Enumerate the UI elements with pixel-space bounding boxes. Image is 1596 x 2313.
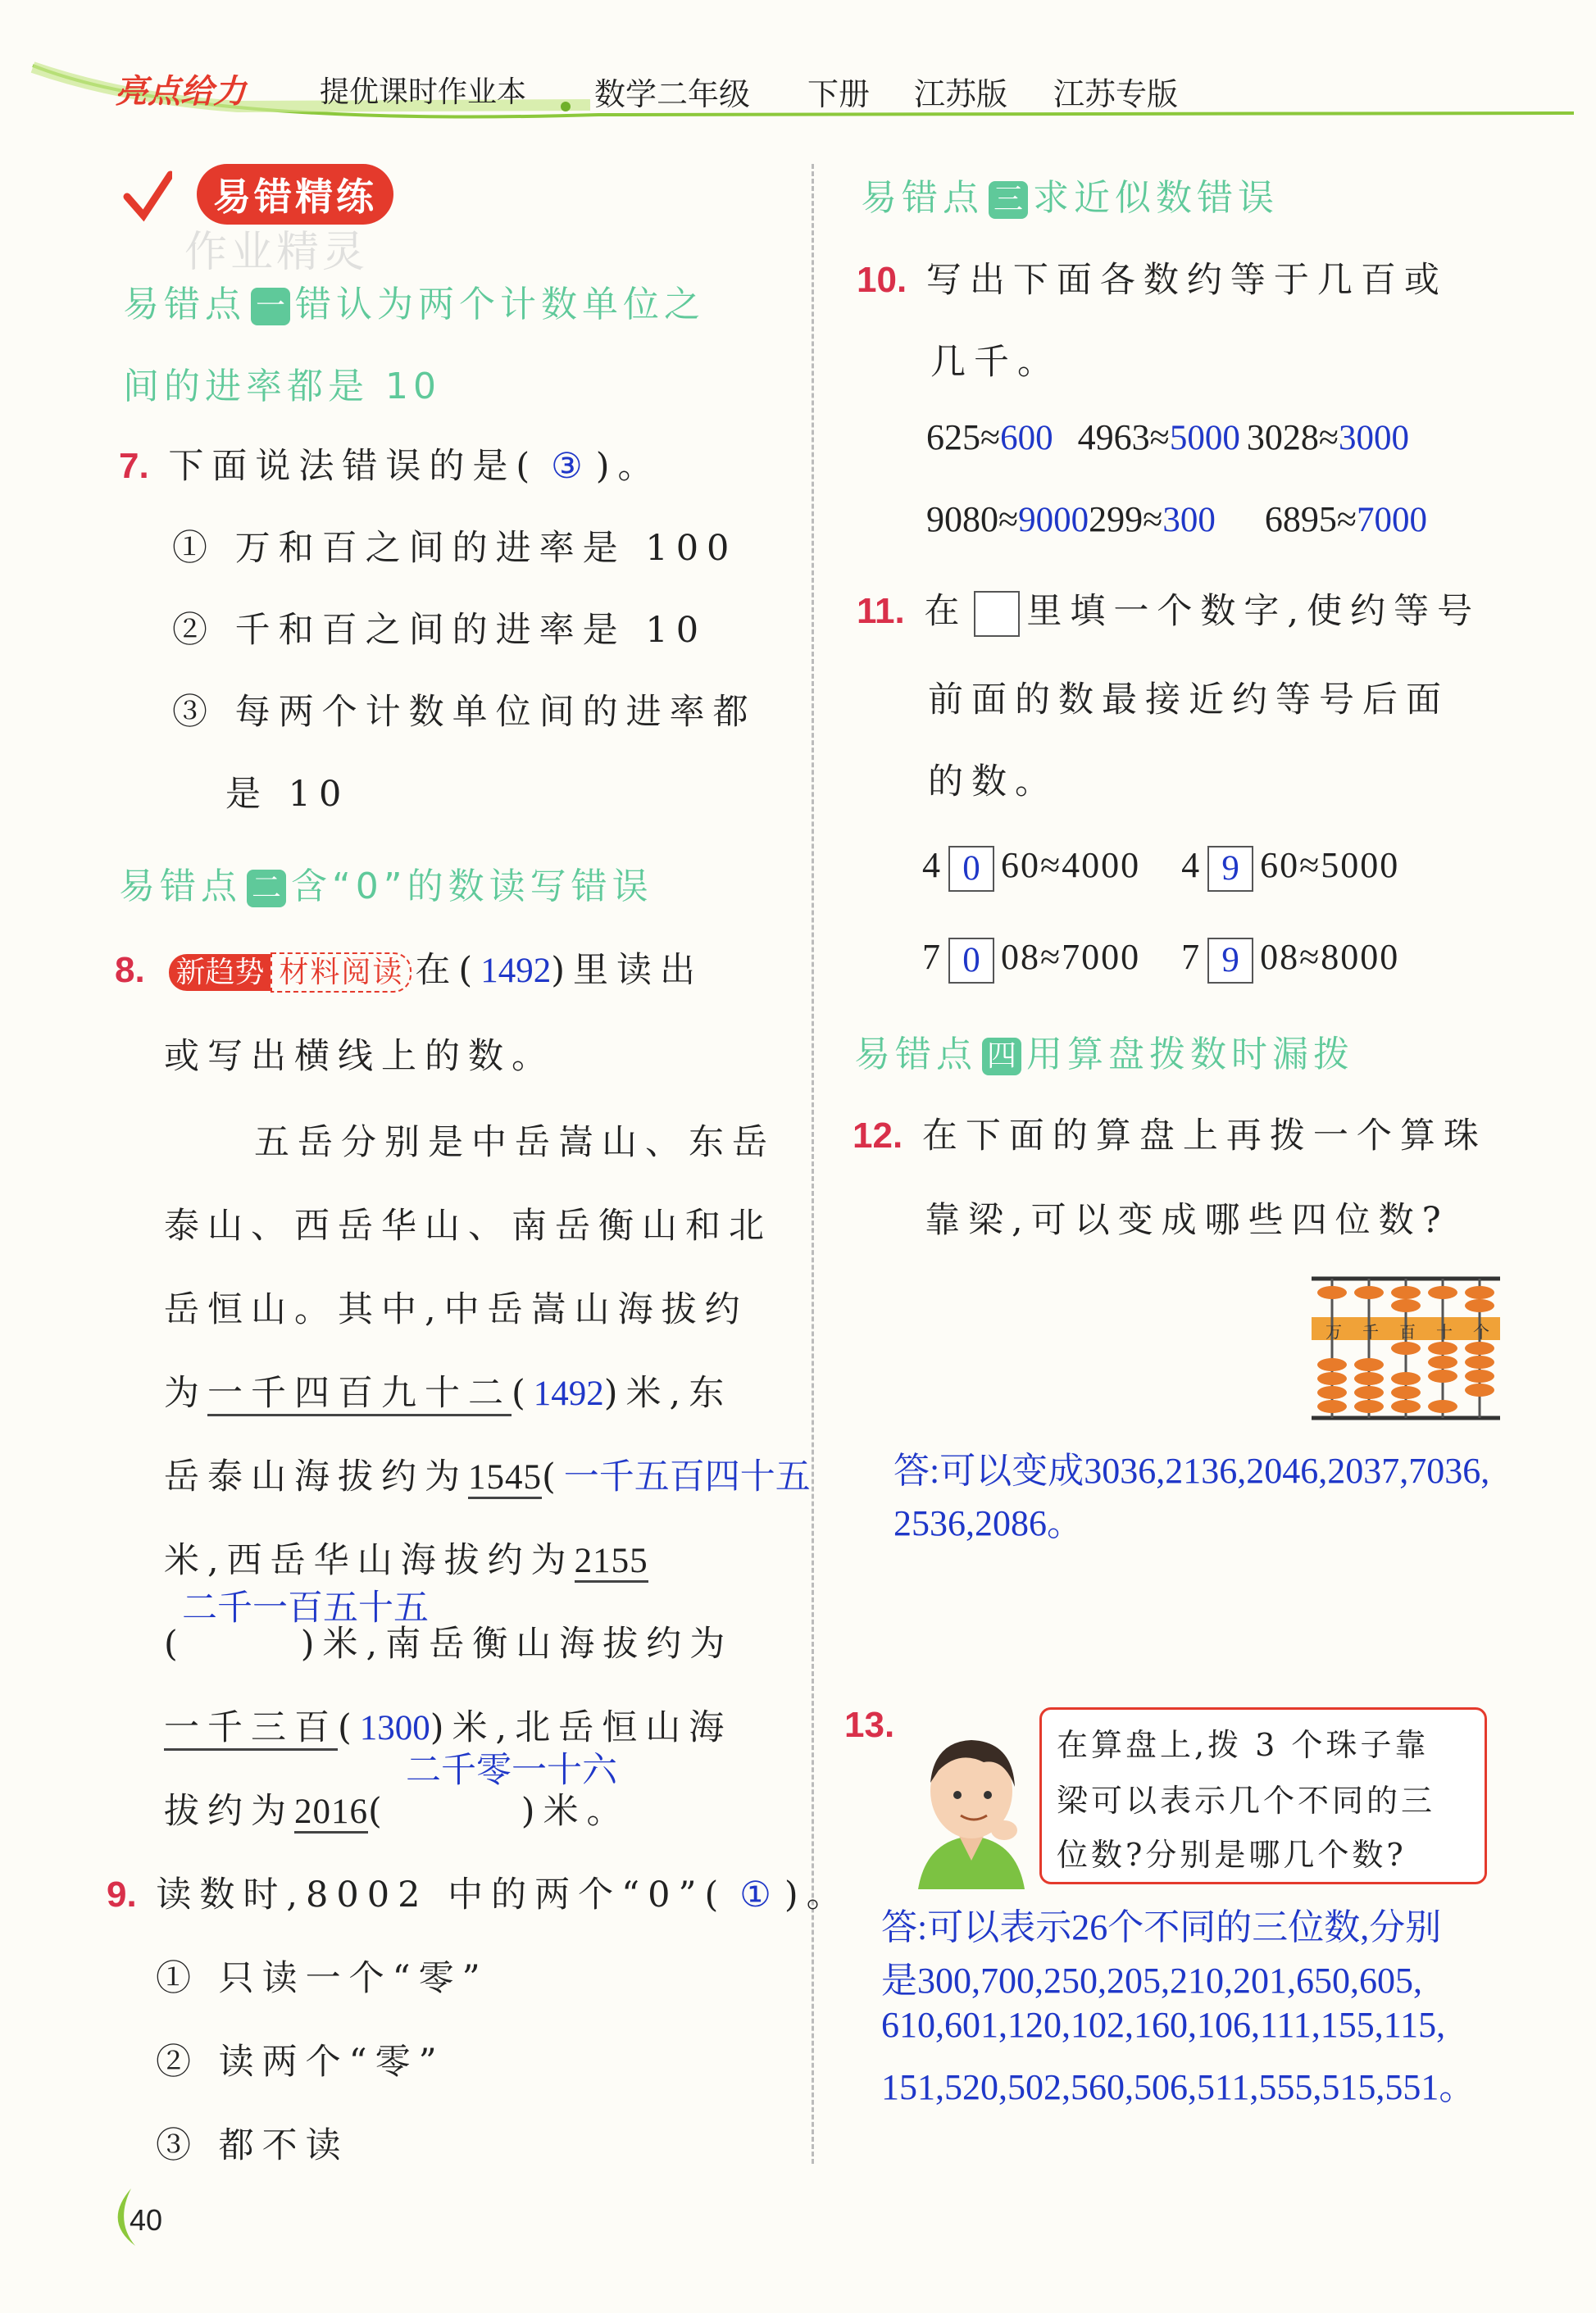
q11-box-2[interactable]: 9 bbox=[1207, 846, 1253, 892]
q11-stem: 11. 在 里填一个数字,使约等号 bbox=[857, 584, 1480, 637]
q8-passage-7: ( )米,南岳衡山海拔约为 bbox=[164, 1624, 734, 1665]
q11-box-1[interactable]: 0 bbox=[948, 846, 994, 892]
q9-stem: 9. 读数时,8002 中的两个“0”( ① )。 bbox=[107, 1874, 850, 1915]
q8-underline-3: 2155 bbox=[575, 1542, 648, 1583]
section-4-heading: 易错点 四 用算盘拨数时漏拨 bbox=[854, 1034, 1355, 1075]
q9-number: 9. bbox=[107, 1874, 137, 1915]
practice-title-text: 易错精练 bbox=[197, 164, 393, 225]
q9-option-3: ③ 都不读 bbox=[156, 2125, 349, 2166]
q11-row-2: 7 0 08≈7000 7 9 08≈8000 bbox=[922, 936, 1399, 984]
book-subtitle: 提优课时作业本 bbox=[320, 75, 527, 109]
q8-passage-9: 拔约为2016( )米。 bbox=[164, 1791, 630, 1832]
section-1-heading: 易错点 一 错认为两个计数单位之 bbox=[123, 284, 706, 325]
grade-label: 数学二年级 bbox=[594, 76, 751, 112]
q8-answer-3: 二千一百五十五 bbox=[182, 1589, 429, 1628]
q11-box-3[interactable]: 0 bbox=[948, 938, 994, 984]
bubble-line-3: 位数?分别是哪几个数? bbox=[1057, 1837, 1407, 1873]
q10-row-1: 625≈600 4963≈5000 3028≈3000 bbox=[926, 417, 1409, 457]
q12-stem-line2: 靠梁,可以变成哪些四位数? bbox=[925, 1200, 1449, 1241]
speech-bubble bbox=[1039, 1707, 1487, 1884]
section-3-heading: 易错点 三 求近似数错误 bbox=[861, 177, 1280, 219]
q10-answer-2: 5000 bbox=[1169, 419, 1240, 457]
q8-stem: 8. 新趋势 材料阅读 在(1492)里读出 bbox=[115, 950, 703, 991]
section-2-heading: 易错点 二 含“0”的数读写错误 bbox=[119, 866, 653, 907]
q12-stem: 12. 在下面的算盘上再拨一个算珠 bbox=[853, 1116, 1487, 1156]
q8-passage-3: 岳恒山。其中,中岳嵩山海拔约 bbox=[164, 1289, 748, 1330]
q10-answer-3: 3000 bbox=[1338, 419, 1409, 457]
q11-line3: 的数。 bbox=[928, 761, 1058, 802]
q9-option-2: ② 读两个“零” bbox=[156, 2042, 445, 2083]
q10-answer-4: 9000 bbox=[1018, 501, 1089, 539]
q10-number: 10. bbox=[857, 260, 907, 300]
q9-answer: ① bbox=[739, 1876, 771, 1915]
q11-row-1: 4 0 60≈4000 4 9 60≈5000 bbox=[922, 844, 1399, 892]
section-1-badge: 一 bbox=[251, 288, 290, 325]
q8-passage-6: 米,西岳华山海拔约为2155 bbox=[164, 1540, 648, 1581]
q8-passage-8: 一千三百(1300)米,北岳恒山海 bbox=[164, 1700, 732, 1750]
q8-stem-answer: 1492 bbox=[480, 952, 552, 990]
q12-answer-line2: 2536,2086。 bbox=[893, 1503, 1083, 1543]
boy-avatar bbox=[902, 1725, 1041, 1889]
q11-number: 11. bbox=[857, 591, 905, 631]
q10-stem: 10. 写出下面各数约等于几百或 bbox=[857, 260, 1448, 301]
q12-answer-line1: 答:可以变成3036,2136,2046,2037,7036, bbox=[893, 1451, 1490, 1491]
q8-answer-2: 一千五百四十五 bbox=[563, 1458, 811, 1497]
section-4-badge: 四 bbox=[982, 1038, 1021, 1075]
q12-number: 12. bbox=[853, 1116, 903, 1156]
q8-passage-2: 泰山、西岳华山、南岳衡山和北 bbox=[164, 1206, 772, 1247]
q8-line2: 或写出横线上的数。 bbox=[164, 1036, 555, 1077]
q13-answer-line4: 151,520,502,560,506,511,555,515,551。 bbox=[881, 2067, 1476, 2107]
q10-answer-5: 300 bbox=[1162, 501, 1216, 539]
q13-answer-line1: 答:可以表示26个不同的三位数,分别 bbox=[881, 1907, 1442, 1947]
q8-answer-5: 二千零一十六 bbox=[406, 1752, 617, 1790]
q10-stem-line2: 几千。 bbox=[930, 342, 1061, 383]
q8-underline-5: 2016 bbox=[294, 1793, 368, 1834]
q9-option-1: ① 只读一个“零” bbox=[156, 1958, 489, 1999]
q13-number: 13. bbox=[844, 1705, 895, 1745]
edition-label: 江苏版 bbox=[914, 76, 1008, 112]
special-label: 江苏专版 bbox=[1053, 76, 1179, 112]
q8-passage-1: 五岳分别是中岳嵩山、东岳 bbox=[254, 1122, 775, 1163]
q7-stem: 7. 下面说法错误的是( ③ )。 bbox=[119, 446, 662, 487]
header-swoosh bbox=[25, 49, 1574, 139]
abacus-frame bbox=[1312, 1275, 1500, 1422]
q7-option-3: ③ 每两个计数单位间的进率都 bbox=[172, 692, 757, 733]
q10-answer-1: 600 bbox=[1000, 419, 1053, 457]
bubble-line-1: 在算盘上,拨 3 个珠子靠 bbox=[1057, 1727, 1430, 1763]
q11-box-4[interactable]: 9 bbox=[1207, 938, 1253, 984]
q7-option-2: ② 千和百之间的进率是 10 bbox=[172, 610, 707, 651]
q8-number: 8. bbox=[115, 950, 145, 990]
column-divider bbox=[812, 164, 814, 2164]
q8-underline-4: 一千三百 bbox=[164, 1707, 338, 1751]
abacus: 万 千 百 十 个 bbox=[1312, 1275, 1500, 1422]
q10-row-2: 9080≈9000299≈300 6895≈7000 bbox=[926, 499, 1427, 539]
q7-answer: ③ bbox=[551, 448, 583, 486]
tag-material-reading: 材料阅读 bbox=[271, 952, 412, 993]
q13-answer-line2: 是300,700,250,205,210,201,650,605, bbox=[881, 1961, 1422, 2001]
q10-answer-6: 7000 bbox=[1356, 501, 1427, 539]
q13-answer-line3: 610,601,120,102,160,106,111,155,115, bbox=[881, 2005, 1446, 2045]
q8-passage-5: 岳泰山海拔约为1545(一千五百四十五 bbox=[164, 1456, 811, 1497]
watermark: 作业精灵 bbox=[184, 228, 369, 277]
bubble-line-2: 梁可以表示几个不同的三 bbox=[1057, 1783, 1436, 1819]
q8-passage-4: 为一千四百九十二(1492)米,东 bbox=[164, 1366, 732, 1416]
checkmark-icon bbox=[123, 168, 172, 225]
brand-logo: 亮点给力 bbox=[115, 73, 246, 111]
q8-underline-1: 一千四百九十二 bbox=[207, 1373, 512, 1416]
tag-new-trend: 新趋势 bbox=[169, 954, 271, 991]
q8-answer-1: 1492 bbox=[533, 1375, 604, 1413]
section-1-heading-line2: 间的进率都是 10 bbox=[123, 366, 441, 407]
q8-underline-2: 1545 bbox=[468, 1458, 542, 1499]
q11-line2: 前面的数最接近约等号后面 bbox=[928, 679, 1449, 720]
header-bar bbox=[25, 49, 1574, 139]
section-2-badge: 二 bbox=[247, 870, 286, 907]
q11-empty-box bbox=[974, 591, 1020, 637]
q8-answer-4: 1300 bbox=[359, 1709, 430, 1747]
page-number: 40 bbox=[130, 2203, 163, 2237]
section-3-badge: 三 bbox=[989, 181, 1028, 219]
volume-label: 下册 bbox=[807, 76, 871, 112]
q7-option-1: ① 万和百之间的进率是 100 bbox=[172, 528, 738, 569]
q7-option-3-cont: 是 10 bbox=[225, 774, 350, 815]
boy-illustration bbox=[902, 1725, 1041, 1889]
q7-number: 7. bbox=[119, 446, 149, 486]
